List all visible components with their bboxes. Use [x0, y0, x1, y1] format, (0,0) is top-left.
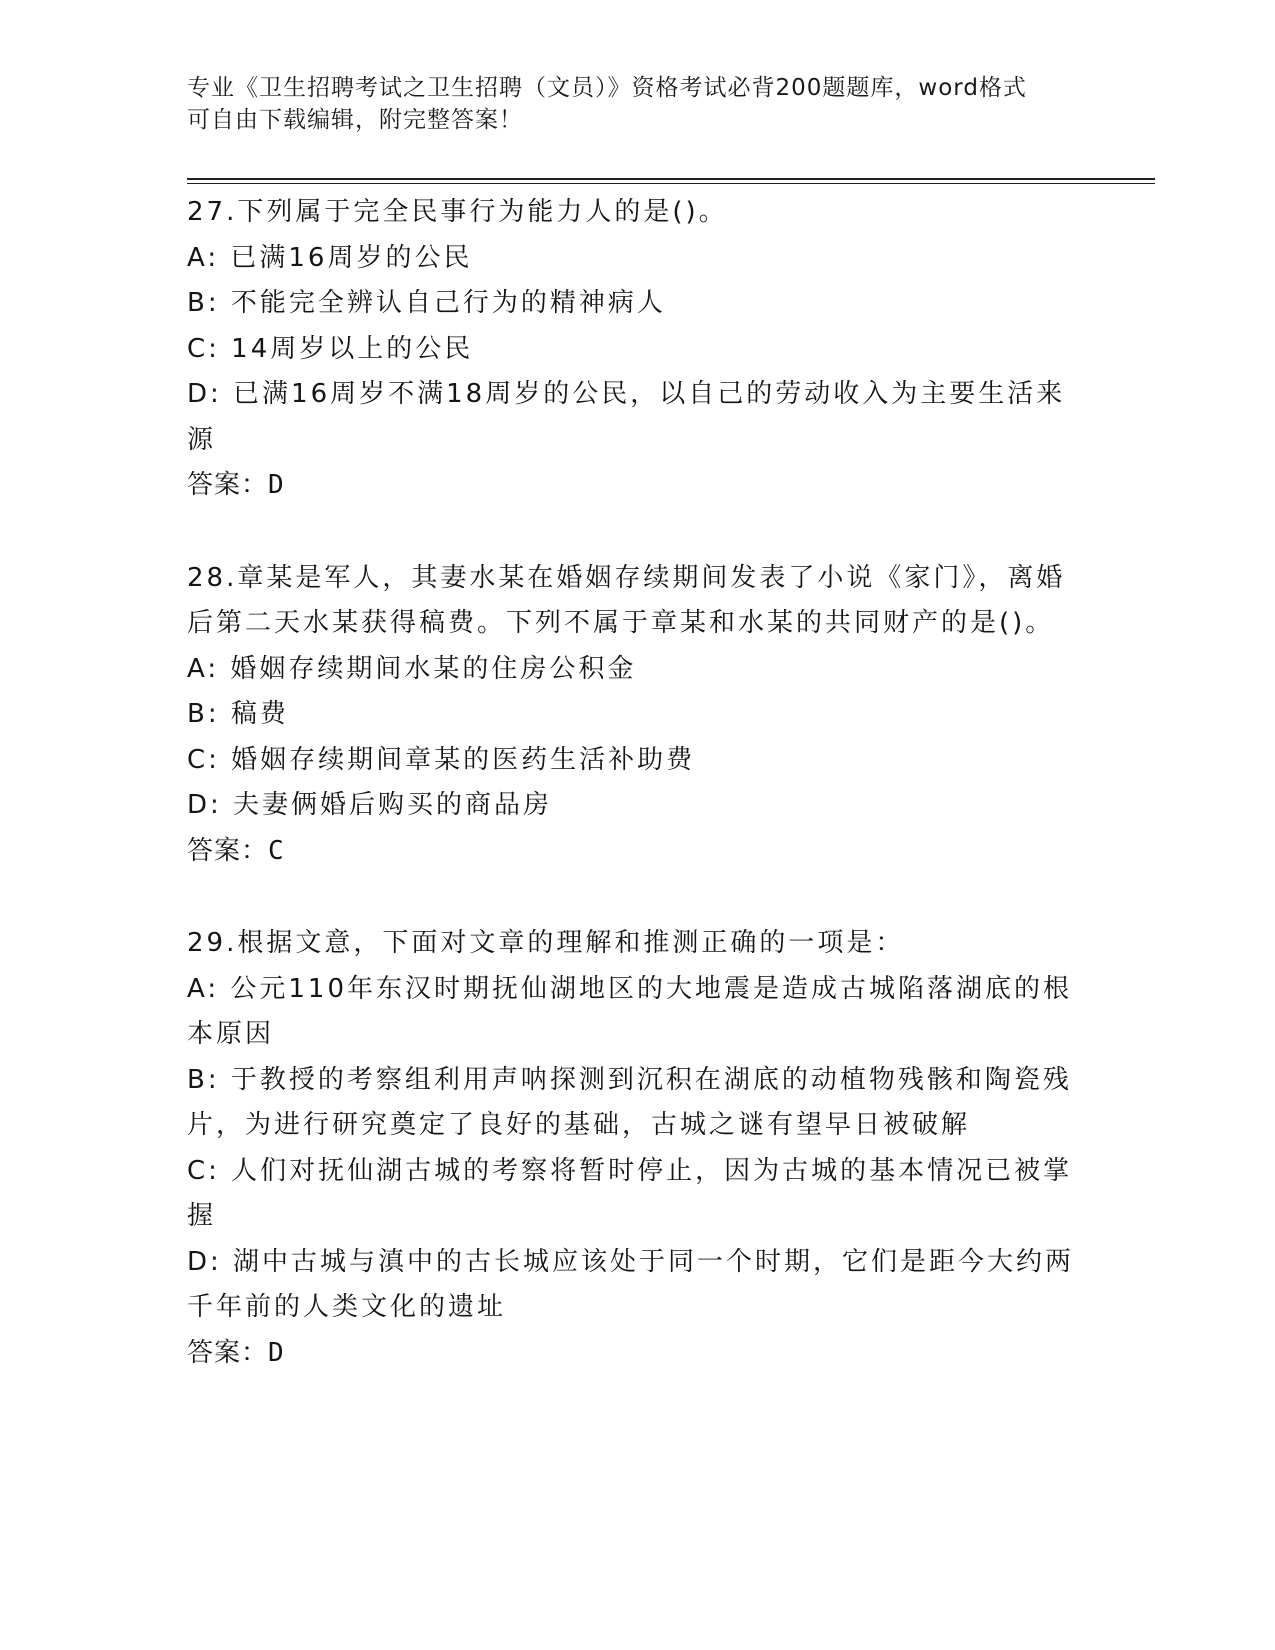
header-rule-thin [187, 183, 1155, 184]
question-list [187, 190, 1087, 1423]
question-29-option-d-cont: 千年前的人类文化的遗址 [187, 1292, 507, 1322]
answer-label: 答案： [187, 470, 269, 500]
question-29-option-b-cont: 片，为进行研究奠定了良好的基础，古城之谜有望早日被破解 [187, 1110, 971, 1140]
question-27 [187, 190, 1087, 509]
question-27-option-d: D: 已满16周岁不满18周岁的公民，以自己的劳动收入为主要生活来 [187, 379, 1066, 409]
question-28-option-c: C: 婚姻存续期间章某的医药生活补助费 [187, 744, 696, 775]
answer-value: D [268, 470, 285, 500]
question-27-stem: 27.下列属于完全民事行为能力人的是()。 [187, 197, 728, 227]
question-28-answer [187, 829, 1087, 875]
question-27-answer [187, 463, 1087, 509]
document-header [187, 72, 1067, 136]
header-line-1: 专业《卫生招聘考试之卫生招聘（文员）》资格考试必背200题题库，word格式 [187, 75, 1027, 101]
question-29-option-c-cont: 握 [187, 1201, 217, 1231]
question-29-option-a: A: 公元110年东汉时期抚仙湖地区的大地震是造成古城陷落湖底的根 [187, 973, 1072, 1004]
question-29-option-a-cont: 本原因 [187, 1019, 275, 1049]
question-28 [187, 556, 1087, 875]
answer-value: D [268, 1337, 285, 1368]
answer-label: 答案： [187, 835, 269, 866]
question-29-stem: 29.根据文意，下面对文章的理解和推测正确的一项是： [187, 928, 905, 958]
answer-value: C [268, 835, 285, 866]
header-rule-thick [187, 178, 1155, 180]
question-29-option-d: D: 湖中古城与滇中的古长城应该处于同一个时期，它们是距今大约两 [187, 1246, 1075, 1277]
question-28-stem: 28.章某是军人，其妻水某在婚姻存续期间发表了小说《家门》，离婚 [187, 562, 1066, 593]
question-28-stem-cont: 后第二天水某获得稿费。下列不属于章某和水某的共同财产的是()。 [187, 608, 1055, 638]
question-28-option-a: A: 婚姻存续期间水某的住房公积金 [187, 653, 637, 684]
question-27-option-c: C: 14周岁以上的公民 [187, 333, 474, 364]
question-29-answer [187, 1331, 1087, 1377]
question-27-option-a: A: 已满16周岁的公民 [187, 242, 473, 273]
header-line-2: 可自由下载编辑，附完整答案！ [187, 107, 523, 133]
question-27-option-d-cont: 源 [187, 424, 217, 455]
question-29-option-c: C: 人们对抚仙湖古城的考察将暂时停止，因为古城的基本情况已被掌 [187, 1155, 1073, 1186]
question-28-option-b: B: 稿费 [187, 699, 289, 729]
question-29 [187, 921, 1087, 1376]
question-28-option-d: D: 夫妻俩婚后购买的商品房 [187, 790, 553, 820]
question-27-option-b: B: 不能完全辨认自己行为的精神病人 [187, 288, 666, 318]
question-29-option-b: B: 于教授的考察组利用声呐探测到沉积在湖底的动植物残骸和陶瓷残 [187, 1064, 1072, 1095]
answer-label: 答案： [187, 1337, 269, 1368]
